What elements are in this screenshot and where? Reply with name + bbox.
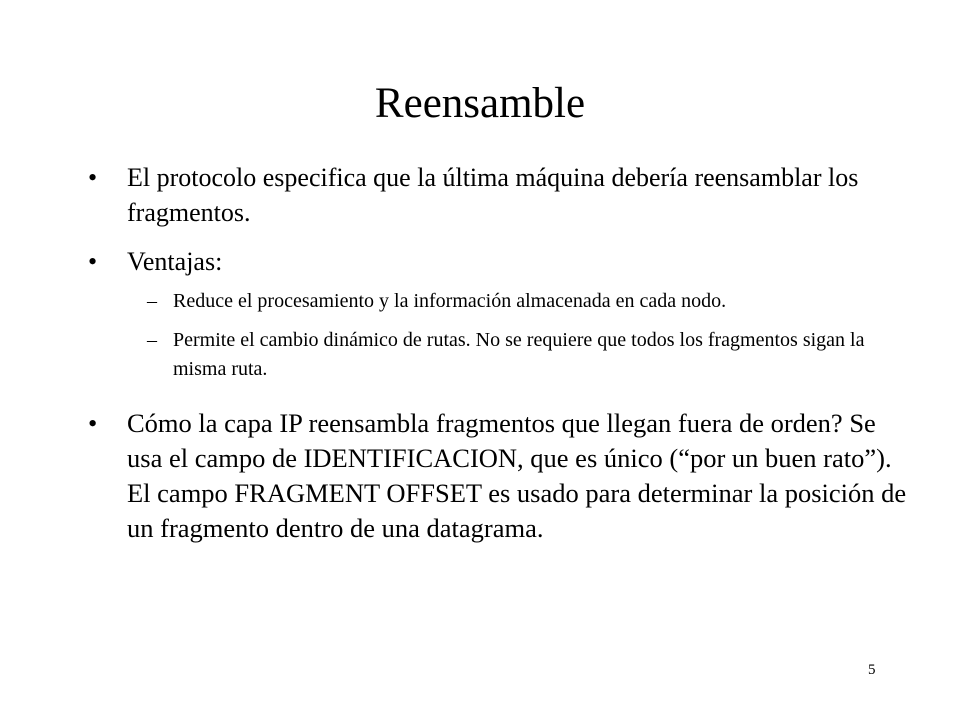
slide-content bbox=[90, 160, 910, 560]
sub-bullet-text: Reduce el procesamiento y la información almacenada en cada nodo. bbox=[173, 290, 727, 312]
slide-title: Reensamble bbox=[374, 80, 586, 127]
bullet-text: Ventajas: bbox=[127, 247, 223, 276]
sub-bullet-list bbox=[147, 287, 910, 384]
sub-bullet-item bbox=[147, 326, 910, 384]
sub-bullet-item bbox=[147, 287, 910, 316]
bullet-text: El protocolo especifica que la última máquina debería reensamblar los fragmentos. bbox=[127, 163, 859, 227]
bullet-text: Cómo la capa IP reensambla fragmentos que llegan fuera de orden? Se usa el campo de IDENTIFICACION, que es único (“por un buen rato”). El campo FRAGMENT OFFSET es usado para determinar la posición de un fragmento dentro de una datagrama. bbox=[127, 408, 907, 543]
bullet-item bbox=[90, 244, 910, 279]
bullet-marker: • bbox=[88, 408, 98, 438]
page-number: 5 bbox=[868, 662, 876, 678]
bullet-item bbox=[90, 160, 910, 230]
sub-bullet-marker: – bbox=[147, 290, 157, 312]
bullet-item bbox=[90, 406, 910, 546]
bullet-marker: • bbox=[88, 247, 98, 276]
sub-bullet-text: Permite el cambio dinámico de rutas. No se requiere que todos los fragmentos sigan la misma ruta. bbox=[173, 329, 865, 380]
sub-bullet-marker: – bbox=[147, 329, 157, 351]
bullet-marker: • bbox=[88, 163, 98, 192]
